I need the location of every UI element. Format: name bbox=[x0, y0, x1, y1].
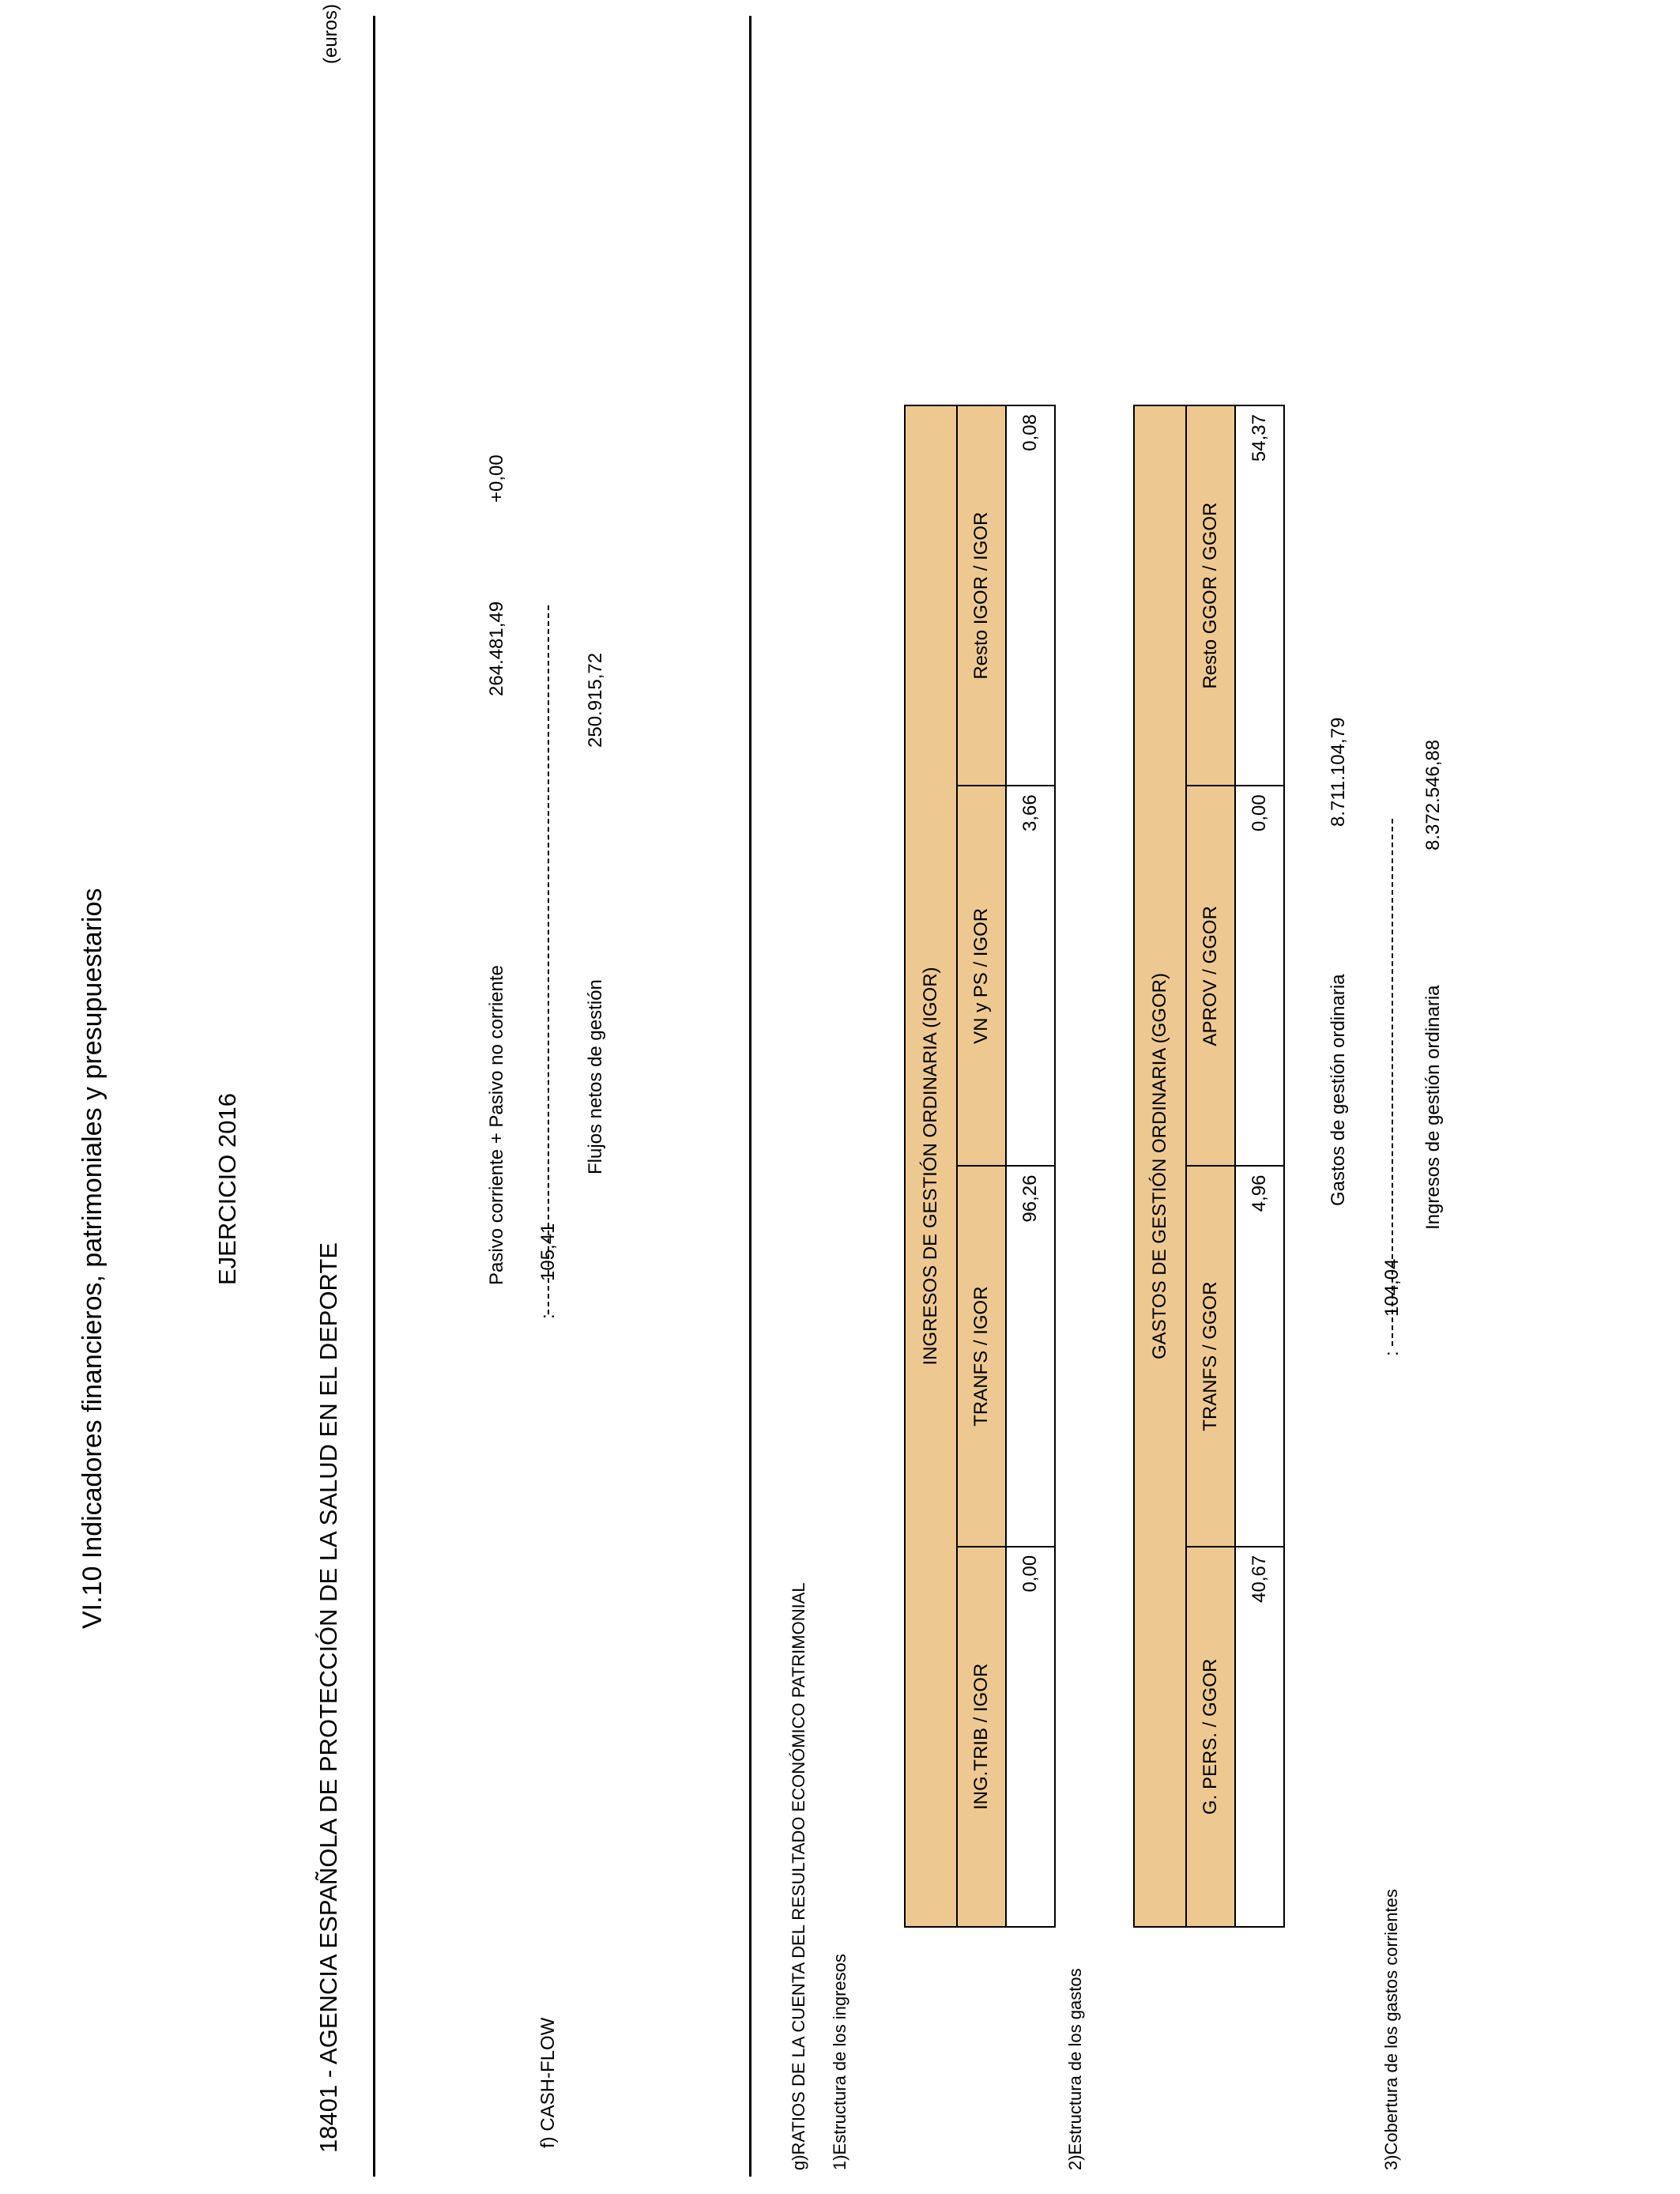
ingresos-table-title: INGRESOS DE GESTIÓN ORDINARIA (IGOR) bbox=[905, 405, 957, 1927]
gastos-structure-label: 2)Estructura de los gastos bbox=[1065, 1968, 1085, 2170]
cobertura-colon: : bbox=[1381, 1351, 1403, 1356]
ingresos-col-header: TRANFS / IGOR bbox=[957, 1167, 1006, 1547]
cobertura-fraction-line bbox=[1392, 819, 1393, 1346]
gastos-table-title: GASTOS DE GESTIÓN ORDINARIA (GGOR) bbox=[1134, 405, 1186, 1927]
entity-name: 18401 - AGENCIA ESPAÑOLA DE PROTECCIÓN DE LA SALUD EN EL DEPORTE bbox=[315, 1242, 342, 2153]
page-title: VI.10 Indicadores financieros, patrimoniales y presupuestarios bbox=[77, 888, 107, 1629]
cashflow-numerator-extra: +0,00 bbox=[486, 454, 507, 503]
ratios-section-label: g)RATIOS DE LA CUENTA DEL RESULTADO ECONÓMICO PATRIMONIAL bbox=[789, 1582, 808, 2170]
ingresos-ratio-value: 0,08 bbox=[1006, 405, 1055, 786]
cobertura-value: 104,04 bbox=[1381, 1258, 1403, 1317]
section-rule bbox=[749, 16, 751, 2177]
gastos-ratio-table bbox=[1133, 405, 1285, 1928]
gastos-col-header: G. PERS. / GGOR bbox=[1186, 1547, 1235, 1927]
cashflow-numerator-label: Pasivo corriente + Pasivo no corriente bbox=[486, 965, 507, 1285]
cashflow-numerator-value: 264.481,49 bbox=[486, 601, 507, 696]
gastos-ratio-value: 40,67 bbox=[1235, 1547, 1284, 1927]
gastos-ratio-value: 0,00 bbox=[1235, 786, 1284, 1166]
ingresos-col-header: VN y PS / IGOR bbox=[957, 786, 1006, 1166]
currency-unit: (euros) bbox=[320, 3, 341, 64]
cobertura-label: 3)Cobertura de los gastos corrientes bbox=[1381, 1889, 1401, 2170]
ingresos-ratio-table bbox=[904, 405, 1056, 1928]
gastos-col-header: APROV / GGOR bbox=[1186, 786, 1235, 1166]
gastos-col-header: Resto GGOR / GGOR bbox=[1186, 405, 1235, 786]
cobertura-numerator-value: 8.711.104,79 bbox=[1328, 717, 1349, 827]
top-rule bbox=[373, 16, 375, 2177]
gastos-col-header: TRANFS / GGOR bbox=[1186, 1167, 1235, 1547]
cashflow-fraction-line bbox=[548, 605, 549, 1314]
exercise-year: EJERCICIO 2016 bbox=[213, 1093, 241, 1285]
cashflow-denominator-value: 250.915,72 bbox=[585, 652, 606, 748]
cobertura-denominator-value: 8.372.546,88 bbox=[1422, 739, 1444, 850]
gastos-ratio-value: 4,96 bbox=[1235, 1167, 1284, 1547]
cashflow-denominator-label: Flujos netos de gestión bbox=[585, 979, 606, 1174]
cobertura-numerator-label: Gastos de gestión ordinaria bbox=[1328, 974, 1349, 1206]
ingresos-col-header: ING.TRIB / IGOR bbox=[957, 1547, 1006, 1927]
cashflow-colon: : bbox=[537, 1314, 559, 1319]
cashflow-value: 105,41 bbox=[537, 1223, 559, 1281]
ingresos-ratio-value: 0,00 bbox=[1006, 1547, 1055, 1927]
ingresos-ratio-value: 96,26 bbox=[1006, 1167, 1055, 1547]
gastos-ratio-value: 54,37 bbox=[1235, 405, 1284, 786]
ingresos-col-header: Resto IGOR / IGOR bbox=[957, 405, 1006, 786]
cobertura-denominator-label: Ingresos de gestión ordinaria bbox=[1422, 985, 1444, 1230]
ingresos-structure-label: 1)Estructura de los ingresos bbox=[830, 1954, 849, 2170]
cashflow-label: f) CASH-FLOW bbox=[537, 2017, 559, 2148]
ingresos-ratio-value: 3,66 bbox=[1006, 786, 1055, 1166]
